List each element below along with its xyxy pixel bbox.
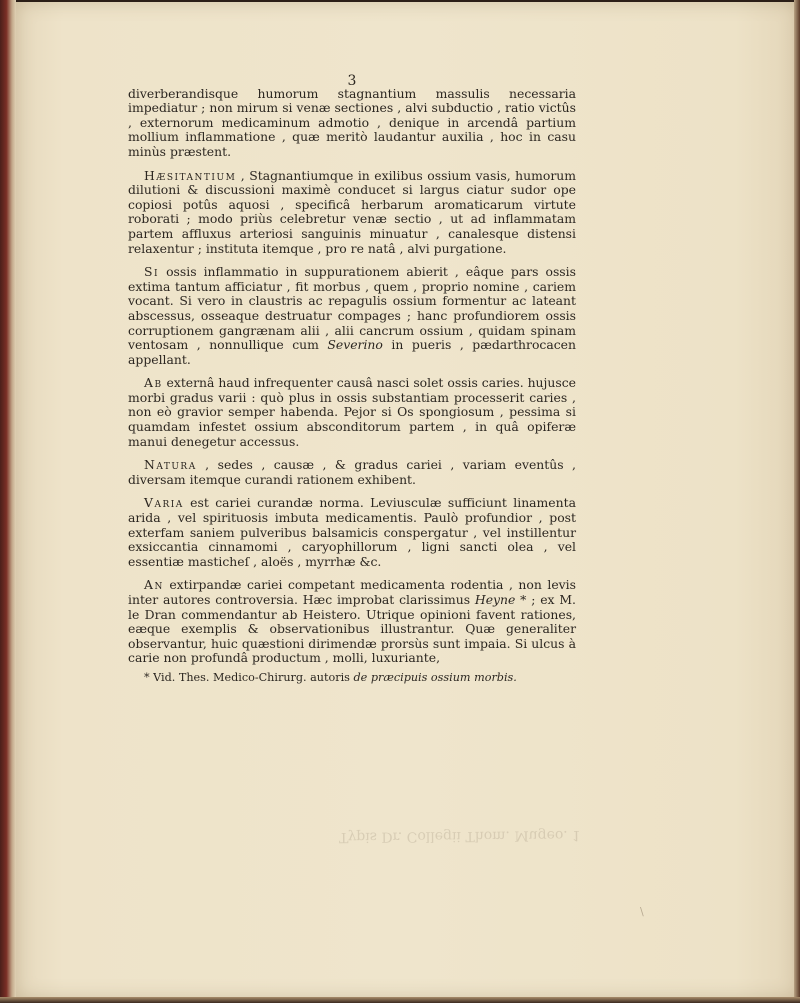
paragraph-6 <box>128 496 576 569</box>
paragraph-1 <box>128 87 576 160</box>
page-text <box>128 74 576 684</box>
paragraph-5 <box>128 458 576 487</box>
paragraph-tail: in pueris , pædarthrocacen appellant. <box>128 337 576 367</box>
page-bottom-edge <box>0 997 800 1003</box>
paragraph-3 <box>128 265 576 367</box>
footnote-title: de præcipuis ossium morbis. <box>353 670 517 684</box>
paragraph-text: diverberandisque humorum stagnantium massulis necessaria impediatur ; non mirum si venæ sectiones , alvi subductio , ratio victûs , externorum medicaminum admotio , denique in arcendâ partium mollium inflammatione , quæ meritò laudantur auxilia , hoc in casu minùs præstent. <box>128 85 576 159</box>
paragraph-text: ossis inflammatio in suppurationem abierit , eâque pars ossis extima tantum afficiatur , fit morbus , quem , proprio nomine , cariem vocant. Si vero in claustris ac repagulis ossium formentur ac lateant abscessus, osseaque destruatur compages ; hanc profundiorem ossis corruptionem gangrænam alii , alii cancrum ossium , quidam spinam ventosam , nonnullique cum <box>128 264 576 353</box>
paragraph-4 <box>128 376 576 449</box>
paragraph-text: externâ haud infrequenter causâ nasci solet ossis caries. hujusce morbi gradus varii : quò plus in ossis substantiam processerit caries , non eò gravior semper habenda. Pejor si Os spongiosum , pessima si quamdam infestet ossium absconditorum partem , in quâ opiferæ manui denegetur accessus. <box>128 375 576 449</box>
page-number: 3 <box>347 73 357 89</box>
bleed-through-text: Typis Dr. Collegii Thom. Mugeo. 1 <box>338 826 582 846</box>
paragraph-text: est cariei curandæ norma. Leviusculæ sufficiunt linamenta arida , vel spirituosis imbuta medicamentis. Paulò profundior , post exterfam saniem pulveribus balsamicis conspergatur , vel instillentur exsiccantia cinnamomi , caryophillorum , ligni sancti olea , vel essentiæ masticheſ , aloës , myrrhæ &c. <box>128 495 576 569</box>
paragraph-text: extirpandæ cariei competant medicamenta rodentia , non levis inter autores controversia. Hæc improbat clarissimus <box>128 577 576 607</box>
paragraph-lead: Ab <box>144 375 163 391</box>
italic-name: Heyne <box>474 592 516 607</box>
footnote-marker: * <box>144 670 150 684</box>
italic-name: Severino <box>327 337 383 353</box>
paragraph-7 <box>128 578 576 666</box>
paragraph-lead: Si <box>144 264 160 280</box>
paragraph-lead: Natura <box>144 457 197 473</box>
paragraph-text: , sedes , causæ , & gradus cariei , variam eventûs , diversam itemque curandi rationem exhibent. <box>128 457 576 487</box>
paragraph-lead: An <box>144 577 164 593</box>
book-binding-edge <box>0 0 16 1003</box>
page-right-edge <box>794 0 800 1003</box>
paragraph-2 <box>128 169 576 257</box>
footnote-text: Vid. Thes. Medico-Chirurg. autoris <box>149 670 354 684</box>
paragraph-tail: * ; ex M. le Dran commendantur ab Heistero. Utrique opinioni favent rationes, eæque exemplis & observationibus illustrantur. Quæ generaliter observantur, huic quæstioni dirimendæ prorsùs sunt impaia. Si ulcus à carie non profundâ productum , molli, luxuriante, <box>128 592 576 666</box>
footnote <box>128 671 576 684</box>
paragraph-text: , Stagnantiumque in exilibus ossium vasis, humorum dilutioni & discussioni maximè conducet si largus ciatur sudor ope copiosi potûs aquosi , specificâ herbarum aromaticarum virtute roborati ; modo priùs celebretur venæ sectio , ut ad inflammatam partem affluxus arteriosi sanguinis minuatur , canalesque distensi relaxentur ; instituta itemque , pro re natâ , alvi purgatione. <box>128 167 576 256</box>
page-speck: \ <box>640 905 644 918</box>
paragraph-lead: Hæsitantium <box>144 167 237 183</box>
paragraph-lead: Varia <box>144 495 184 511</box>
